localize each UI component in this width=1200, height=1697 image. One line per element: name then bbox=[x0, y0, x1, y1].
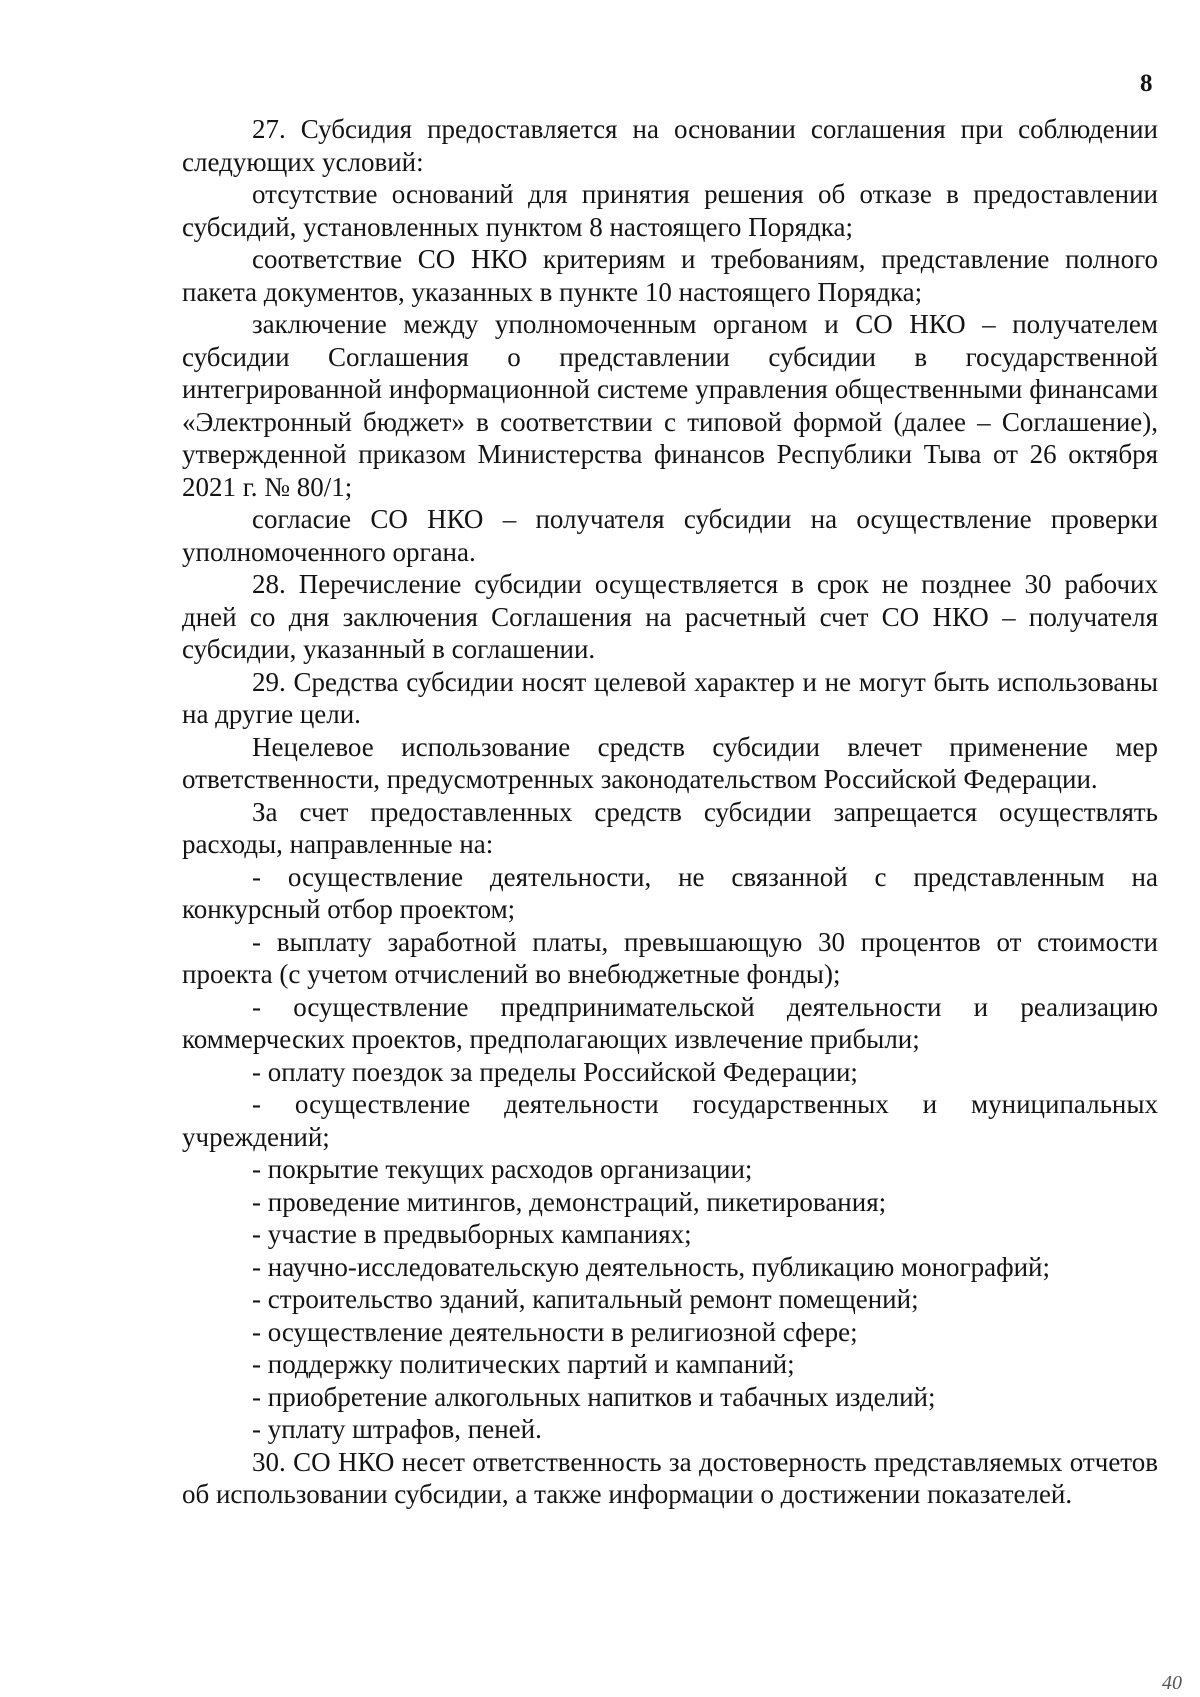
paragraph-30: 30. СО НКО несет ответственность за достоверность представляемых отчетов об использовании субсидии, а также информации о достижении показателей. bbox=[182, 1446, 1158, 1509]
list-item: - приобретение алкогольных напитков и табачных изделий; bbox=[252, 1381, 936, 1412]
paragraph-27: 27. Субсидия предоставляется на основании соглашения при соблюдении следующих условий: bbox=[182, 114, 1158, 177]
list-item: - осуществление деятельности в религиозной сфере; bbox=[252, 1316, 858, 1347]
misuse-liability: Нецелевое использование средств субсидии влечет применение мер ответственности, предусмотренных законодательством Российской Федерации. bbox=[182, 731, 1158, 794]
condition-inspection-consent: согласие СО НКО – получателя субсидии на осуществление проверки уполномоченного органа. bbox=[182, 504, 1158, 567]
prohibited-expenses-intro: За счет предоставленных средств субсидии запрещается осуществлять расходы, направленные на: bbox=[182, 796, 1158, 859]
list-item: - уплату штрафов, пеней. bbox=[252, 1414, 542, 1444]
list-item: - осуществление деятельности, не связанной с представленным на конкурсный отбор проектом; bbox=[182, 861, 1158, 924]
page-number: 8 bbox=[1140, 70, 1153, 97]
list-item: - оплату поездок за пределы Российской Федерации; bbox=[252, 1056, 858, 1087]
list-item: - научно-исследовательскую деятельность, публикацию монографий; bbox=[252, 1251, 1050, 1282]
list-item: - участие в предвыборных кампаниях; bbox=[252, 1219, 692, 1249]
list-item: - покрытие текущих расходов организации; bbox=[252, 1154, 753, 1184]
document-body bbox=[182, 113, 1158, 1511]
paragraph-29: 29. Средства субсидии носят целевой характер и не могут быть использованы на другие цели. bbox=[182, 666, 1158, 729]
condition-agreement: заключение между уполномоченным органом и СО НКО – получателем субсидии Соглашения о представлении субсидии в государственной интегрированной информационной системе управления общественными финансами «Электронный бюджет» в соответствии с типовой формой (далее – Соглашение), утвержденной приказом Министерства финансов Республики Тыва от 26 октября 2021 г. № 80/1; bbox=[182, 309, 1158, 502]
list-item: - осуществление деятельности государственных и муниципальных учреждений; bbox=[182, 1089, 1158, 1152]
condition-criteria-compliance: соответствие СО НКО критериям и требованиям, представление полного пакета документов, указанных в пункте 10 настоящего Порядка; bbox=[182, 244, 1158, 307]
corner-mark: 40 bbox=[1162, 1672, 1182, 1694]
list-item: - выплату заработной платы, превышающую 30 процентов от стоимости проекта (с учетом отчислений во внебюджетные фонды); bbox=[182, 926, 1158, 989]
list-item: - проведение митингов, демонстраций, пикетирования; bbox=[252, 1186, 887, 1217]
condition-no-refusal-grounds: отсутствие оснований для принятия решения об отказе в предоставлении субсидий, установленных пунктом 8 настоящего Порядка; bbox=[182, 179, 1158, 242]
list-item: - поддержку политических партий и кампаний; bbox=[252, 1349, 795, 1379]
list-item: - осуществление предпринимательской деятельности и реализацию коммерческих проектов, предполагающих извлечение прибыли; bbox=[182, 991, 1158, 1054]
paragraph-28: 28. Перечисление субсидии осуществляется в срок не позднее 30 рабочих дней со дня заключения Соглашения на расчетный счет СО НКО – получателя субсидии, указанный в соглашении. bbox=[182, 569, 1158, 664]
list-item: - строительство зданий, капитальный ремонт помещений; bbox=[252, 1284, 919, 1314]
